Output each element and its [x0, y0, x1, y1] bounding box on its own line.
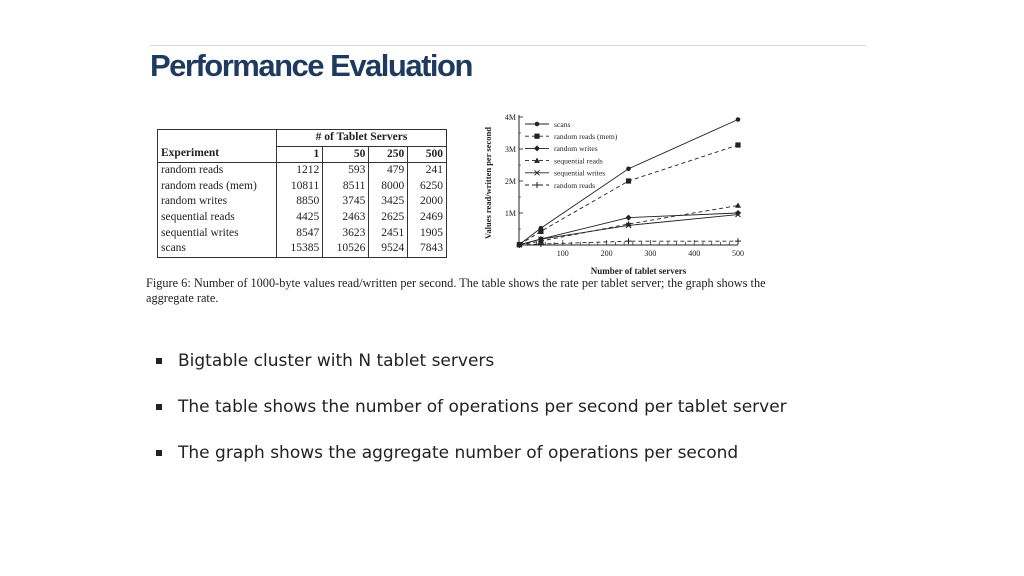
bullet-square-icon: [156, 450, 162, 456]
table-col-header-500: 500: [408, 146, 447, 163]
data-point-square: [626, 178, 631, 183]
table-cell: 2451: [369, 226, 408, 242]
bullet-text: The graph shows the aggregate number of operations per second: [178, 443, 739, 463]
data-point-plus: [735, 238, 741, 244]
legend-label: scans: [554, 119, 571, 129]
data-point-triangle: [735, 202, 741, 207]
table-cell: 15385: [277, 241, 323, 257]
table-cell: 7843: [420, 242, 443, 255]
data-point-plus: [626, 238, 632, 244]
table-row-label: random writes: [158, 194, 277, 210]
table-col-header-1: 1: [277, 146, 323, 163]
page-title: Performance Evaluation: [150, 48, 472, 83]
table-row: [158, 163, 447, 179]
legend-label: random reads: [554, 180, 596, 190]
table-group-header-row: [158, 130, 447, 147]
table-cell: 3623: [323, 226, 369, 242]
table-cell: 241: [425, 164, 443, 177]
results-table: [157, 129, 447, 258]
legend-label: sequential writes: [554, 168, 606, 178]
table-header-row: [158, 146, 447, 163]
table-cell: 2625: [369, 210, 408, 226]
x-axis-label: Number of tablet servers: [590, 266, 687, 276]
series-line: [519, 145, 738, 245]
table-cell: 2463: [323, 210, 369, 226]
y-axis-label: Values read/written per second: [483, 127, 493, 239]
table-cell: 6250: [420, 179, 443, 192]
table-cell: 8000: [369, 179, 408, 195]
table-cell: 1212: [277, 163, 323, 179]
table-cell: 4425: [277, 210, 323, 226]
table-cell: 3745: [323, 194, 369, 210]
y-tick-label: 4M: [504, 113, 516, 122]
bullet-item: [156, 394, 787, 440]
data-point-circle: [736, 117, 741, 122]
series-random-reads-mem: [517, 142, 741, 247]
figure-caption: Figure 6: Number of 1000-byte values read/written per second. The table shows the rate per tablet server; the graph shows the aggregate rate.: [146, 276, 766, 305]
table-cell: 2000: [420, 195, 443, 208]
data-point-square: [735, 142, 740, 147]
bullet-item: [156, 440, 787, 486]
data-point-square: [538, 229, 543, 234]
aggregate-throughput-chart: [482, 104, 752, 276]
table-row: [158, 241, 447, 257]
table-cell: 3425: [369, 194, 408, 210]
table-row-label: sequential writes: [158, 226, 277, 242]
table-cell: 10811: [277, 179, 323, 195]
x-tick-label: 200: [600, 249, 613, 258]
table-group-header: # of Tablet Servers: [277, 130, 447, 147]
table-row-label: random reads: [158, 163, 277, 179]
table-row: [158, 194, 447, 210]
data-point-square: [534, 134, 539, 139]
bullet-text: The table shows the number of operations per second per tablet server: [178, 397, 787, 417]
table-col-header-250: 250: [369, 146, 408, 163]
table-cell: 2469: [420, 210, 443, 223]
table-cell: 8850: [277, 194, 323, 210]
legend-label: random writes: [554, 144, 598, 154]
results-table-wrapper: [157, 129, 447, 258]
data-point-diamond: [626, 215, 632, 221]
data-point-circle: [535, 122, 540, 127]
bullet-square-icon: [156, 358, 162, 364]
x-tick-label: 100: [556, 249, 569, 258]
x-tick-label: 400: [688, 249, 701, 258]
table-cell: 1905: [420, 226, 443, 239]
table-cell: 8511: [323, 179, 369, 195]
data-point-circle: [626, 167, 631, 172]
table-cell: 8547: [277, 226, 323, 242]
table-row: [158, 226, 447, 242]
title-rule: [150, 45, 866, 46]
y-tick-label: 1M: [504, 209, 516, 218]
table-row-label: sequential reads: [158, 210, 277, 226]
data-point-diamond: [534, 145, 540, 151]
bullet-text: Bigtable cluster with N tablet servers: [178, 351, 495, 371]
table-corner-cell: [158, 130, 277, 147]
legend-label: sequential reads: [554, 156, 603, 166]
table-row-label: scans: [158, 241, 277, 257]
bullet-square-icon: [156, 404, 162, 410]
y-tick-label: 3M: [504, 145, 516, 154]
table-cell: 593: [323, 163, 369, 179]
table-cell: 9524: [369, 241, 408, 257]
table-row-label: random reads (mem): [158, 179, 277, 195]
x-tick-label: 500: [732, 249, 744, 258]
table-row: [158, 179, 447, 195]
table-row: [158, 210, 447, 226]
table-experiment-header: Experiment: [158, 146, 277, 163]
table-cell: 10526: [323, 241, 369, 257]
table-col-header-50: 50: [323, 146, 369, 163]
table-cell: 479: [369, 163, 408, 179]
data-point-plus: [534, 182, 540, 188]
legend-label: random reads (mem): [554, 132, 618, 141]
bullet-list: [156, 348, 787, 486]
bullet-item: [156, 348, 787, 394]
y-tick-label: 2M: [504, 177, 516, 186]
x-tick-label: 300: [644, 249, 657, 258]
chart-legend: [525, 120, 618, 190]
